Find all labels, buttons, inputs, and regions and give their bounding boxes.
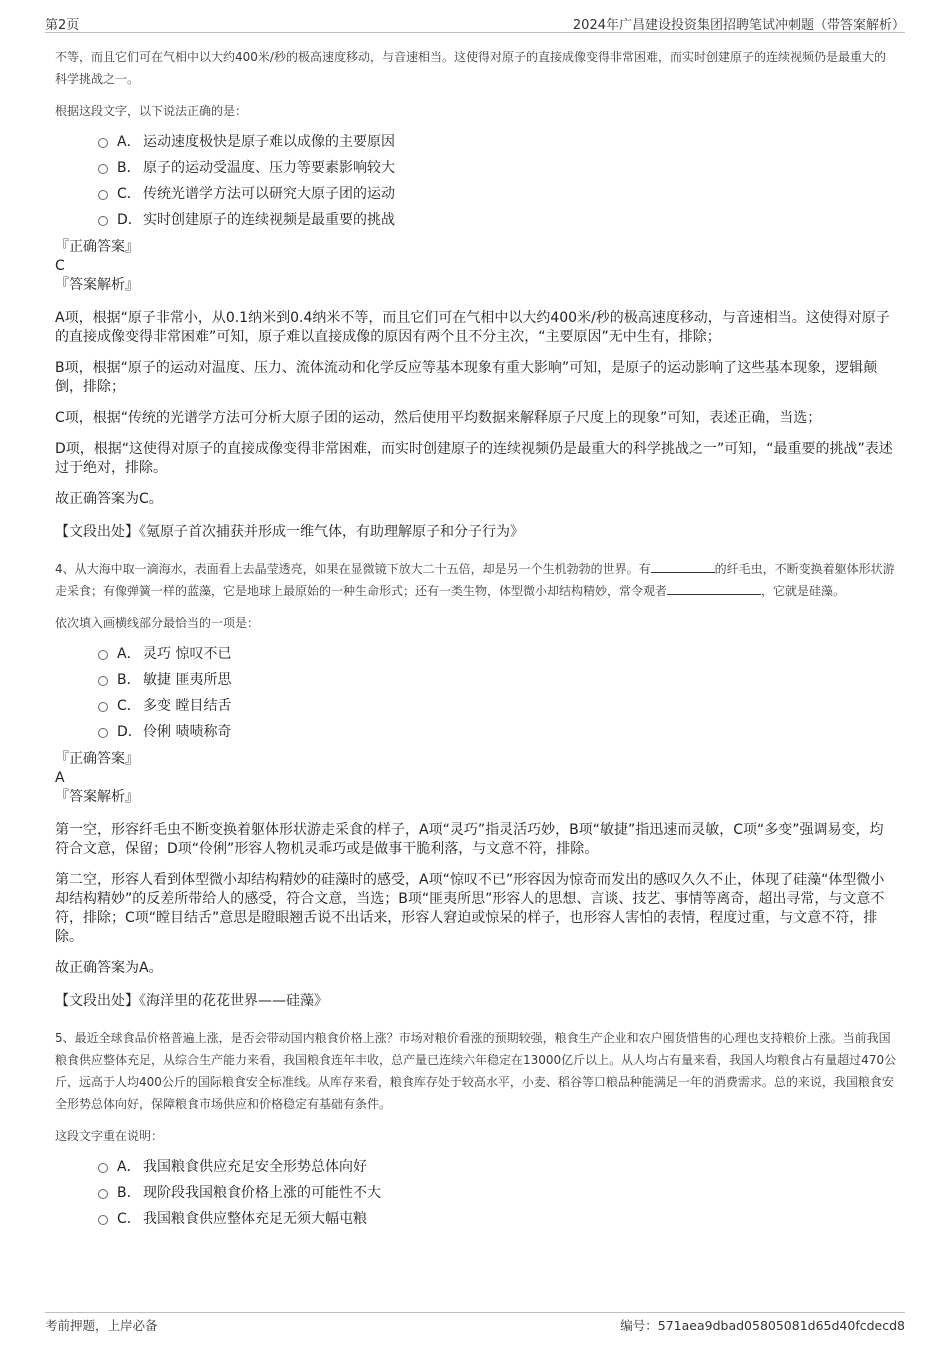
q3-answer: C (55, 258, 65, 274)
q3-option-b[interactable] (98, 154, 897, 180)
page-number: 第2页 (45, 18, 80, 33)
q4-analysis-label: 『答案解析』 (55, 789, 139, 805)
q5-stem: 这段文字重在说明： (55, 1129, 164, 1143)
radio-icon[interactable] (98, 702, 108, 712)
document-title: 2024年广昌建设投资集团招聘笔试冲刺题（带答案解析） (572, 18, 905, 33)
option-key: A． (117, 134, 141, 150)
option-key: D． (117, 212, 142, 228)
q4-conclusion: 故正确答案为A。 (55, 960, 163, 976)
q3-answer-label: 『正确答案』 (55, 239, 139, 255)
radio-icon[interactable] (98, 138, 108, 148)
q3-stem: 根据这段文字，以下说法正确的是： (55, 104, 248, 118)
q4-options (98, 640, 897, 744)
radio-icon[interactable] (98, 190, 108, 200)
q4-option-d[interactable] (98, 718, 897, 744)
q3-analysis-c: C项，根据“传统的光谱学方法可分析大原子团的运动，然后使用平均数据来解释原子尺度上的现象”可知，表述正确，当选； (55, 410, 822, 426)
q3-option-a[interactable] (98, 128, 897, 154)
q4-answer-label: 『正确答案』 (55, 751, 139, 767)
q4-option-a[interactable] (98, 640, 897, 666)
q4-passage: 4、从大海中取一滴海水，表面看上去晶莹透亮，如果在显微镜下放大二十五倍，却是另一个生机勃勃的世界。有 的纤毛虫，不断变换着躯体形状游走采食；有像弹簧一样的蓝藻，它是地球上最原始的一种生命形式；还有一类生物，体型微小却结构精妙，常令观者 ，它就是硅藻。 (55, 558, 897, 602)
option-key: C． (117, 698, 141, 714)
q4-answer: A (55, 770, 65, 786)
radio-icon[interactable] (98, 1163, 108, 1173)
q3-analysis-a: A项，根据“原子非常小，从0.1纳米到0.4纳米不等，而且它们可在气相中以大约400米/秒的极高速度移动，与音速相当。这使得对原子的直接成像变得非常困难”可知，原子难以直接成像的原因有两个且不分主次，“主要原因”无中生有，排除； (55, 310, 890, 345)
fill-blank-2[interactable] (667, 580, 761, 595)
footer-slogan: 考前押题，上岸必备 (45, 1318, 158, 1333)
page-content (55, 46, 897, 1231)
option-text: 现阶段我国粮食价格上涨的可能性不大 (143, 1185, 381, 1201)
q3-passage: 不等，而且它们可在气相中以大约400米/秒的极高速度移动，与音速相当。这使得对原子的直接成像变得非常困难，而实时创建原子的连续视频仍是最重大的科学挑战之一。 (55, 50, 886, 86)
q4-analysis-2: 第二空，形容人看到体型微小却结构精妙的硅藻时的感受，A项“惊叹不已”形容因为惊奇而发出的感叹久久不止，体现了硅藻“体型微小却结构精妙”的反差所带给人的感受，符合文意，当选；B项“匪夷所思”形容人的思想、言谈、技艺、事情等离奇，超出寻常，与文意不符，排除；C项“瞠目结舌”意思是瞪眼翘舌说不出话来，形容人窘迫或惊呆的样子，也形容人害怕的表情，程度过重，与文意不符，排除。 (55, 872, 885, 945)
option-text: 灵巧 惊叹不已 (143, 646, 232, 662)
option-key: C． (117, 1211, 141, 1227)
option-key: D． (117, 724, 142, 740)
option-text: 伶俐 啧啧称奇 (143, 724, 232, 740)
q3-conclusion: 故正确答案为C。 (55, 491, 163, 507)
option-text: 原子的运动受温度、压力等要素影响较大 (143, 160, 395, 176)
radio-icon[interactable] (98, 216, 108, 226)
option-text: 实时创建原子的连续视频是最重要的挑战 (143, 212, 395, 228)
document-id: 编号：571aea9dbad05805081d65d40fcdecd8 (620, 1318, 905, 1333)
q3-option-c[interactable] (98, 180, 897, 206)
option-key: B． (117, 1185, 141, 1201)
option-text: 传统光谱学方法可以研究大原子团的运动 (143, 186, 395, 202)
option-text: 我国粮食供应整体充足无须大幅屯粮 (143, 1211, 367, 1227)
q3-analysis-b: B项，根据“原子的运动对温度、压力、流体流动和化学反应等基本现象有重大影响”可知，是原子的运动影响了这些基本现象，逻辑颠倒，排除； (55, 360, 878, 395)
q4-analysis-1: 第一空，形容纤毛虫不断变换着躯体形状游走采食的样子，A项“灵巧”指灵活巧妙，B项“敏捷”指迅速而灵敏，C项“多变”强调易变，均符合文意，保留；D项“伶俐”形容人物机灵乖巧或是做事干脆利落，与文意不符，排除。 (55, 822, 884, 857)
option-text: 运动速度极快是原子难以成像的主要原因 (143, 134, 395, 150)
q3-analysis-d: D项，根据“这使得对原子的直接成像变得非常困难，而实时创建原子的连续视频仍是最重大的科学挑战之一”可知，“最重要的挑战”表述过于绝对，排除。 (55, 441, 893, 476)
q3-option-d[interactable] (98, 206, 897, 232)
q5-passage: 5、最近全球食品价格普遍上涨，是否会带动国内粮食价格上涨？市场对粮价看涨的预期较强，粮食生产企业和农户囤货惜售的心理也支持粮价上涨。当前我国粮食供应整体充足，从综合生产能力来看，我国粮食连年丰收，总产量已连续六年稳定在13000亿斤以上。从人均占有量来看，我国人均粮食占有量超过470公斤，远高于人均400公斤的国际粮食安全标准线。从库存来看，粮食库存处于较高水平，小麦、稻谷等口粮品种能满足一年的消费需求。总的来说，我国粮食安全形势总体向好，保障粮食市场供应和价格稳定有基础有条件。 (55, 1031, 897, 1111)
option-key: A． (117, 1159, 141, 1175)
option-key: C． (117, 186, 141, 202)
q3-analysis-label: 『答案解析』 (55, 277, 139, 293)
q4-option-c[interactable] (98, 692, 897, 718)
radio-icon[interactable] (98, 650, 108, 660)
option-text: 我国粮食供应充足安全形势总体向好 (143, 1159, 367, 1175)
q3-options (98, 128, 897, 232)
page-header (45, 14, 905, 33)
q5-options (98, 1153, 897, 1231)
radio-icon[interactable] (98, 164, 108, 174)
radio-icon[interactable] (98, 1215, 108, 1225)
option-key: B． (117, 160, 141, 176)
fill-blank-1[interactable] (651, 558, 715, 573)
q5-option-a[interactable] (98, 1153, 897, 1179)
radio-icon[interactable] (98, 1189, 108, 1199)
q4-stem: 依次填入画横线部分最恰当的一项是： (55, 616, 260, 630)
q5-option-c[interactable] (98, 1205, 897, 1231)
radio-icon[interactable] (98, 676, 108, 686)
page-footer (45, 1312, 905, 1333)
q4-option-b[interactable] (98, 666, 897, 692)
radio-icon[interactable] (98, 728, 108, 738)
q4-source: 【文段出处】《海洋里的花花世界——硅藻》 (55, 993, 328, 1009)
option-text: 敏捷 匪夷所思 (143, 672, 232, 688)
option-key: A． (117, 646, 141, 662)
option-key: B． (117, 672, 141, 688)
q3-source: 【文段出处】《氪原子首次捕获并形成一维气体，有助理解原子和分子行为》 (55, 524, 524, 540)
option-text: 多变 瞠目结舌 (143, 698, 232, 714)
q5-option-b[interactable] (98, 1179, 897, 1205)
